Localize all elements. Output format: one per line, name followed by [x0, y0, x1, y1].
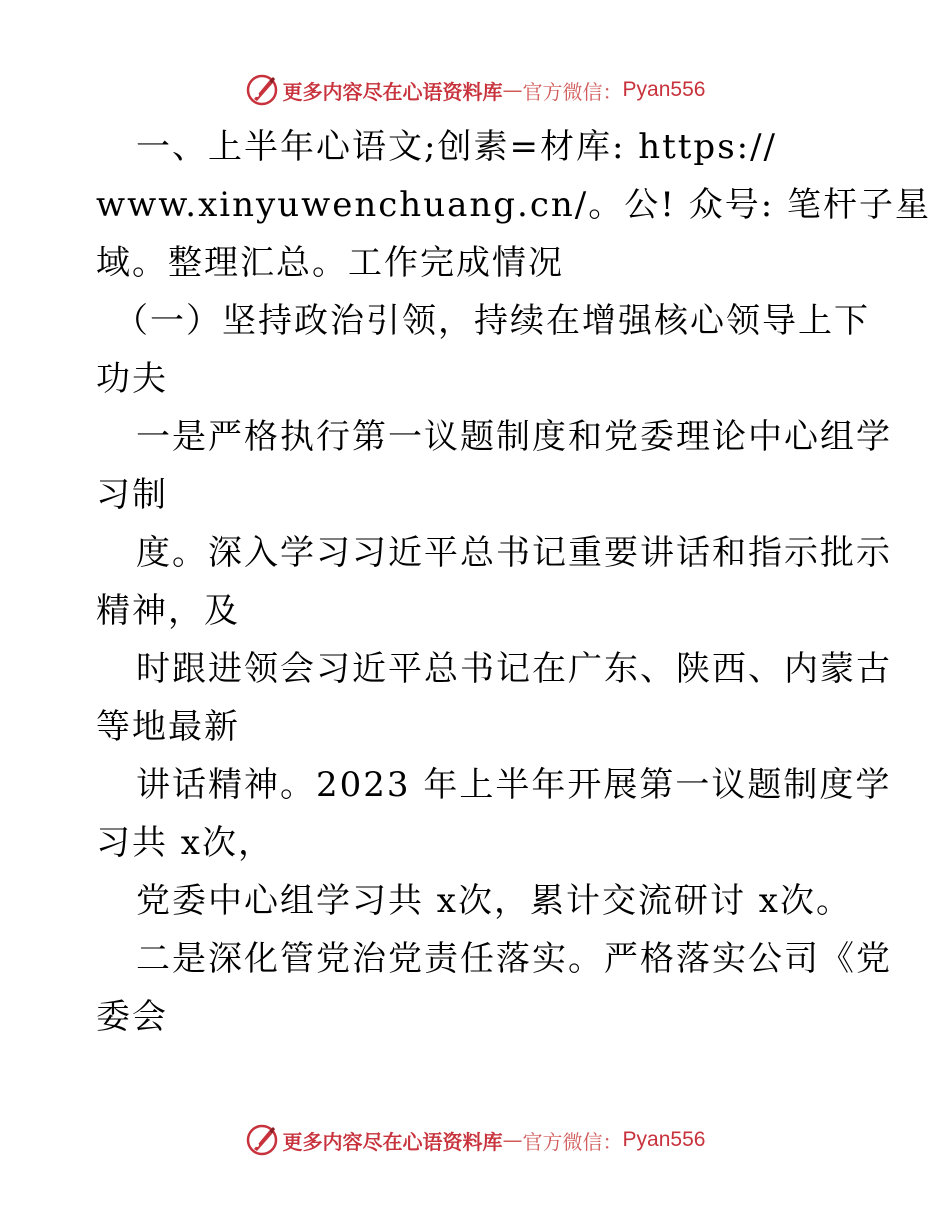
document-body: [96, 118, 931, 1046]
banner-separator: —: [502, 78, 523, 102]
body-line: www.xinyuwenchuang.cn/。公! 众号: 笔杆子星: [96, 185, 931, 225]
body-line: 党委中心组学习共 x次，累计交流研讨 x次。: [136, 881, 852, 921]
body-line: 功夫: [96, 359, 168, 399]
body-line: 等地最新: [96, 707, 240, 747]
body-line: 讲话精神。2023 年上半年开展第一议题制度学: [136, 765, 892, 805]
banner-title: 更多内容尽在心语资料库: [282, 79, 503, 104]
body-line: 委会: [96, 997, 168, 1037]
body-line: 时跟进领会习近平总书记在广东、陕西、内蒙古: [136, 649, 892, 689]
body-line: 精神，及: [96, 591, 240, 631]
body-line: 习共 x次，: [96, 823, 274, 863]
banner-wechat-label: 官方微信：: [522, 1129, 623, 1154]
body-line: 二是深化管党治党责任落实。严格落实公司《党: [136, 939, 892, 979]
banner-wechat-id: Pyan556: [622, 1128, 706, 1151]
banner-wechat-id: Pyan556: [622, 78, 706, 101]
body-line: 域。整理汇总。工作完成情况: [96, 243, 564, 283]
quill-logo-icon: [245, 73, 279, 107]
banner-title: 更多内容尽在心语资料库: [282, 1129, 503, 1154]
banner-separator: —: [502, 1128, 523, 1152]
header-banner: [0, 70, 950, 110]
banner-wechat-label: 官方微信：: [522, 79, 623, 104]
body-line: 度。深入学习习近平总书记重要讲话和指示批示: [136, 533, 892, 573]
body-line: 一是严格执行第一议题制度和党委理论中心组学: [136, 417, 892, 457]
body-line: 习制: [96, 475, 168, 515]
body-line: （一）坚持政治引领，持续在增强核心领导上下: [114, 301, 870, 341]
quill-logo-icon: [245, 1123, 279, 1157]
footer-banner: [0, 1120, 950, 1160]
body-line: 一、上半年心语文;创素=材库: https://: [136, 127, 778, 167]
